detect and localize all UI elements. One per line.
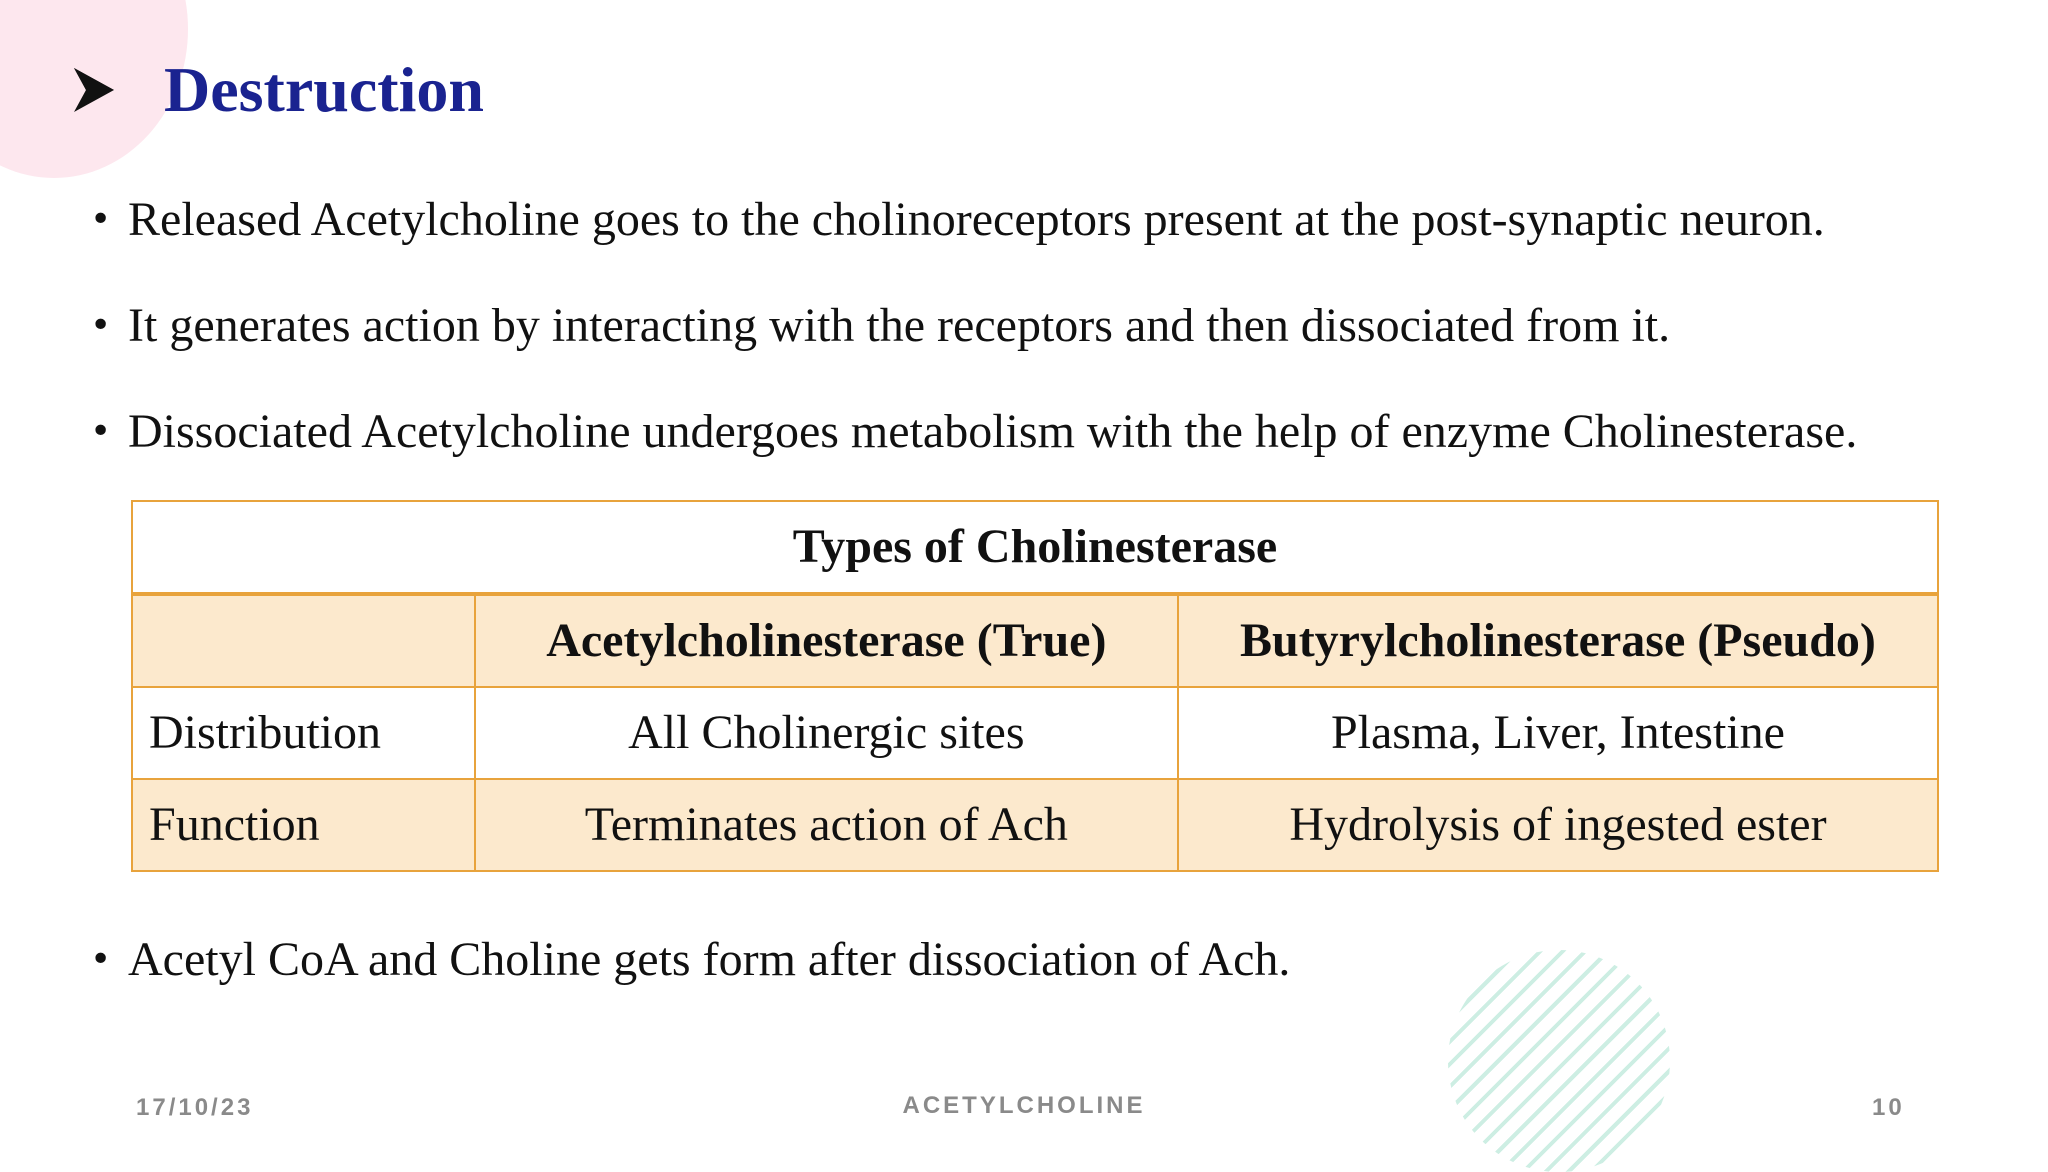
table-cell: Terminates action of Ach [475, 779, 1178, 871]
table-header-acetylcholinesterase: Acetylcholinesterase (True) [475, 594, 1178, 687]
hatched-circle-decoration [1448, 950, 1670, 1172]
table-caption: Types of Cholinesterase [132, 501, 1938, 594]
table-row [132, 779, 1938, 871]
table-cell: Hydrolysis of ingested ester [1178, 779, 1938, 871]
bullet-item [88, 404, 2028, 460]
bullet-text: Acetyl CoA and Choline gets form after dissociation of Ach. [128, 933, 1291, 986]
slide-title: Destruction [164, 54, 484, 125]
bullet-text: It generates action by interacting with the receptors and then dissociated from it. [128, 299, 1671, 352]
table-cell: All Cholinergic sites [475, 687, 1178, 779]
page-number: 10 [1872, 1094, 1905, 1121]
bullet-dot: • [90, 411, 112, 452]
title-row [72, 50, 484, 130]
bullet-item [88, 932, 2028, 988]
bullet-dot: • [90, 305, 112, 346]
arrow-right-icon [72, 66, 116, 114]
bullet-dot: • [90, 199, 112, 240]
table-caption-row [132, 501, 1938, 594]
bullet-item [88, 298, 2028, 354]
table-cell: Plasma, Liver, Intestine [1178, 687, 1938, 779]
footer-date: 17/10/23 [136, 1094, 254, 1121]
bullet-list [88, 192, 2028, 460]
bullet-dot: • [90, 939, 112, 980]
table-header-butyrylcholinesterase: Butyrylcholinesterase (Pseudo) [1178, 594, 1938, 687]
footer-title: ACETYLCHOLINE [902, 1092, 1146, 1119]
table-row [132, 687, 1938, 779]
bullet-item [88, 192, 2028, 248]
table-header-empty [132, 594, 475, 687]
bullet-list-bottom [88, 932, 2028, 988]
row-label-function: Function [132, 779, 475, 871]
row-label-distribution: Distribution [132, 687, 475, 779]
cholinesterase-table [131, 500, 1939, 872]
bullet-text: Released Acetylcholine goes to the cholinoreceptors present at the post-synaptic neuron. [128, 193, 1825, 246]
bullet-text: Dissociated Acetylcholine undergoes metabolism with the help of enzyme Cholinesterase. [128, 405, 1858, 458]
table-header-row [132, 594, 1938, 687]
